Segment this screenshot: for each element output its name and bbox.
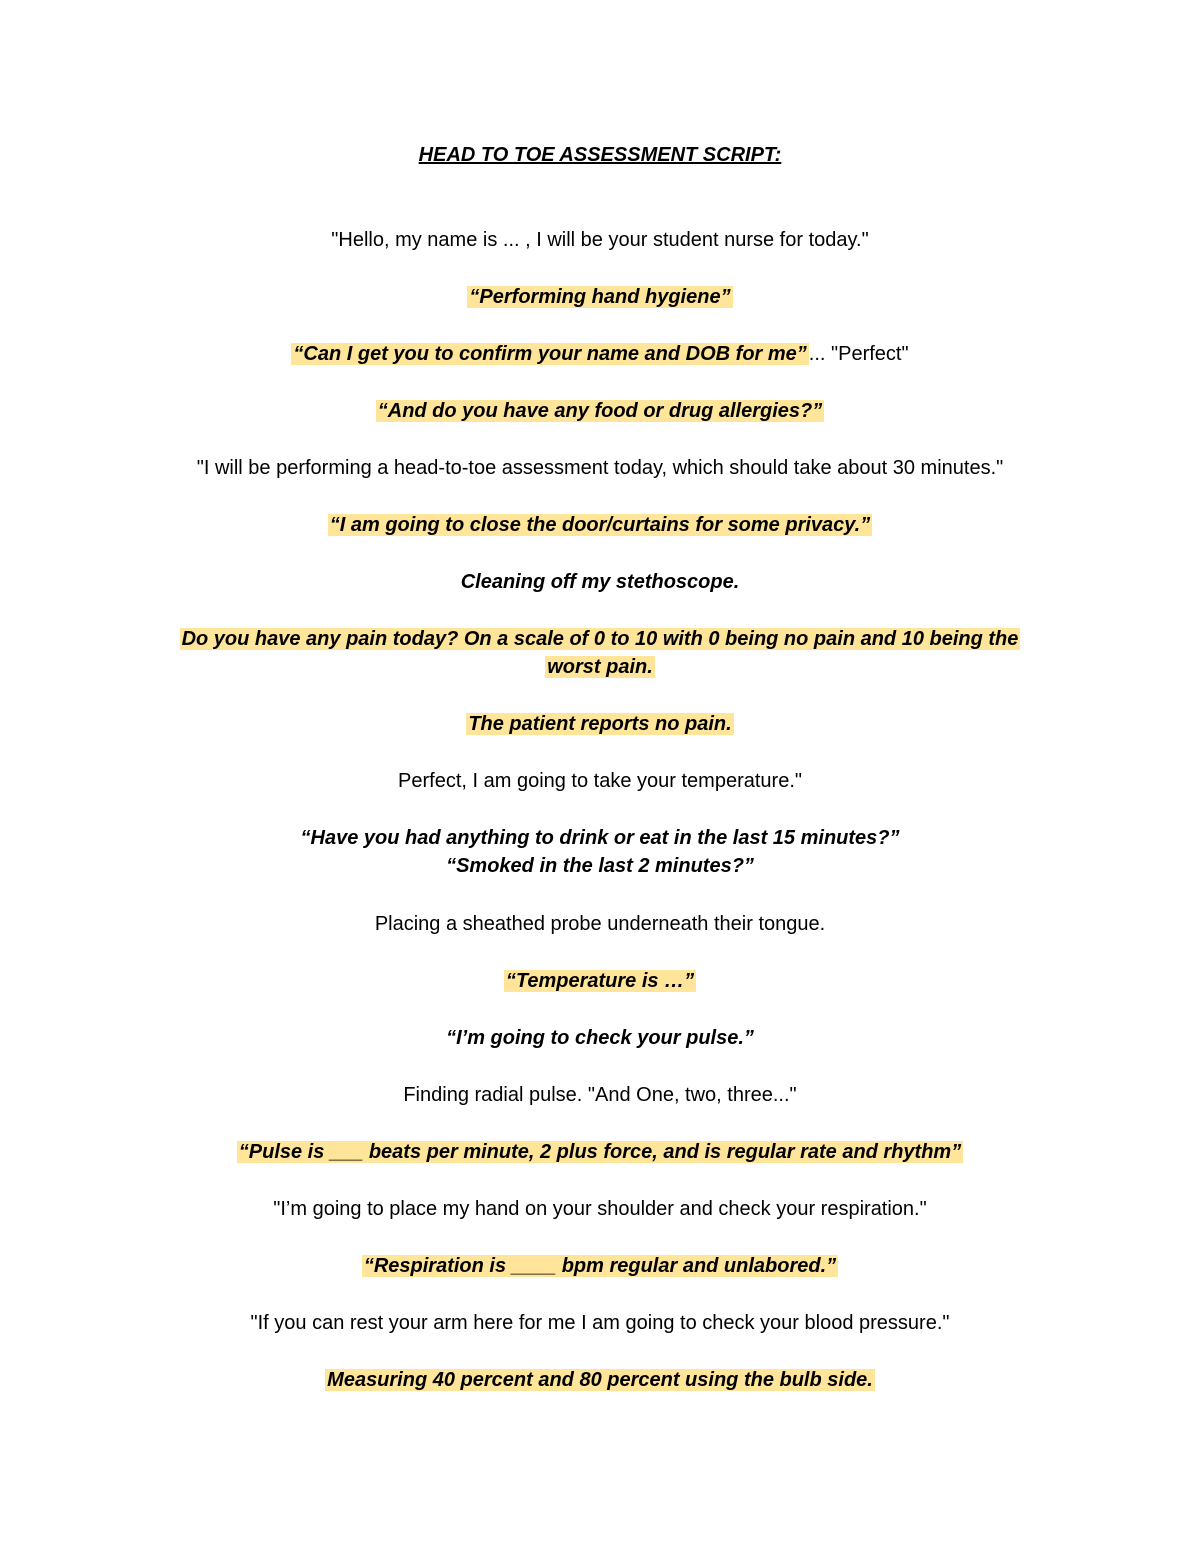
allergies-text: “And do you have any food or drug allergies?” — [377, 400, 823, 422]
pulse-result-text: “Pulse is ___ beats per minute, 2 plus force, and is regular rate and rhythm” — [238, 1141, 962, 1163]
temperature-intro-line: Perfect, I am going to take your temperature." — [398, 770, 802, 792]
bp-intro-line: "If you can rest your arm here for me I am going to check your blood pressure." — [250, 1312, 950, 1334]
pain-question-text-1: Do you have any pain today? On a scale of 0 to 10 with 0 being no pain and 10 being the — [181, 628, 1019, 650]
no-pain-text: The patient reports no pain. — [468, 713, 732, 735]
temperature-result-text: “Temperature is …” — [505, 970, 695, 992]
hand-hygiene-line — [0, 283, 1200, 311]
privacy-text: “I am going to close the door/curtains for some privacy.” — [329, 514, 871, 536]
respiration-result-text: “Respiration is ____ bpm regular and unlabored.” — [363, 1255, 837, 1277]
pain-question-line-1 — [0, 625, 1200, 653]
probe-line: Placing a sheathed probe underneath their tongue. — [374, 913, 826, 935]
assessment-intro-line: "I will be performing a head-to-toe assessment today, which should take about 30 minutes." — [196, 457, 1004, 479]
allergies-line — [0, 397, 1200, 425]
confirm-name-dob-line — [0, 340, 1200, 368]
bp-measure-text: Measuring 40 percent and 80 percent using the bulb side. — [327, 1369, 873, 1391]
bp-measure-line — [0, 1366, 1200, 1394]
pain-question-line-2 — [0, 653, 1200, 681]
stethoscope-line: Cleaning off my stethoscope. — [460, 571, 740, 593]
greeting-line: "Hello, my name is ... , I will be your student nurse for today." — [331, 229, 869, 251]
respiration-intro-line: "I’m going to place my hand on your shoulder and check your respiration." — [273, 1198, 927, 1220]
pulse-intro-line: “I’m going to check your pulse.” — [446, 1027, 754, 1049]
confirm-name-dob-text: “Can I get you to confirm your name and DOB for me” — [293, 343, 807, 365]
hand-hygiene-text: “Performing hand hygiene” — [469, 286, 731, 308]
temperature-result-line — [0, 967, 1200, 995]
no-pain-line — [0, 710, 1200, 738]
document-title: HEAD TO TOE ASSESSMENT SCRIPT: — [418, 144, 782, 166]
pulse-result-line — [0, 1138, 1200, 1166]
privacy-line — [0, 511, 1200, 539]
drink-eat-line: “Have you had anything to drink or eat in the last 15 minutes?” — [300, 827, 900, 849]
pain-question-text-2: worst pain. — [547, 656, 653, 678]
radial-pulse-line: Finding radial pulse. "And One, two, three..." — [403, 1084, 797, 1106]
respiration-result-line — [0, 1252, 1200, 1280]
confirm-name-dob-reply: ... "Perfect" — [808, 343, 909, 365]
smoked-line: “Smoked in the last 2 minutes?” — [446, 855, 754, 877]
